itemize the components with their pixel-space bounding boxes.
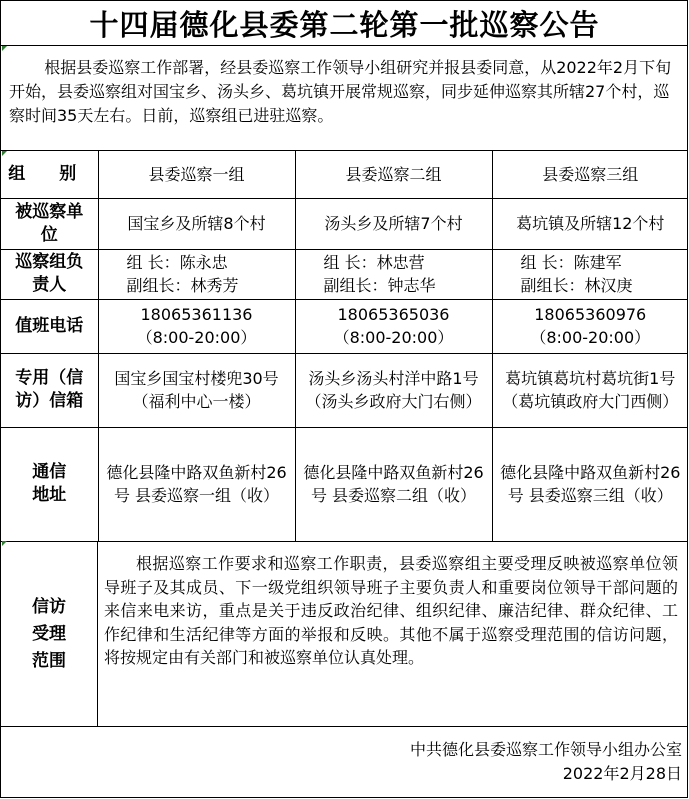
address-2: 德化县隆中路双鱼新村26号 县委巡察二组（收） [295,427,492,541]
row-label-group: 组 别 [1,151,98,198]
group-name-3: 县委巡察三组 [492,151,688,198]
unit-3: 葛坑镇及所辖12个村 [492,198,688,249]
group-name-2: 县委巡察二组 [295,151,492,198]
row-label-address: 通信地址 [1,427,98,541]
deputy-leader-2: 副组长：钟志华 [323,276,436,295]
phone-hours-2: （8:00-20:00） [333,328,454,347]
intro-paragraph: 根据县委巡察工作部署，经县委巡察工作领导小组研究并报县委同意，从2022年2月下旬开始，县委巡察组对国宝乡、汤头乡、葛坑镇开展常规巡察，同步延伸巡察其所辖27个村，巡察时间35天左右。日前，巡察组已进驻巡察。 [1,46,688,151]
row-label-leader: 巡察组负责人 [1,249,98,299]
table-row-unit [1,198,688,249]
table-row-address [1,427,688,541]
table-row-leader [1,249,688,299]
issuer-name: 中共德化县委巡察工作领导小组办公室 [409,740,682,759]
phone-hours-3: （8:00-20:00） [530,328,651,347]
mailbox-2: 汤头乡汤头村洋中路1号（汤头乡政府大门右侧） [295,353,492,427]
cell-corner-mark [2,541,7,546]
phone-cell-2 [295,299,492,353]
deputy-leader-1: 副组长：林秀芳 [126,276,239,295]
signature-block [1,728,688,799]
row-label-mailbox: 专用（信访）信箱 [1,353,98,427]
table-row-phone [1,299,688,353]
address-3: 德化县隆中路双鱼新村26号 县委巡察三组（收） [492,427,688,541]
address-1: 德化县隆中路双鱼新村26号 县委巡察一组（收） [98,427,295,541]
leader-2: 组 长：林忠营 [323,253,425,272]
leader-cell-3 [492,249,688,299]
petition-scope-text: 根据巡察工作要求和巡察工作职责，县委巡察组主要受理反映被巡察单位领导班子及其成员、下一级党组织领导班子主要负责人和重要岗位领导干部问题的来信来电来访，重点是关于违反政治纪律、组织纪律、廉洁纪律、群众纪律、工作纪律和生活纪律等方面的举报和反映。其他不属于巡察受理范围的信访问题，将按规定由有关部门和被巡察单位认真处理。 [104,554,678,667]
leader-cell-1 [98,249,295,299]
mailbox-3: 葛坑镇葛坑村葛坑街1号（葛坑镇政府大门西侧） [492,353,688,427]
table-row-group [1,151,688,198]
inspection-table [1,151,688,542]
group-name-1: 县委巡察一组 [98,151,295,198]
issue-date: 2022年2月28日 [562,764,682,783]
unit-1: 国宝乡及所辖8个村 [98,198,295,249]
phone-2: 18065365036 [337,305,450,324]
phone-1: 18065361136 [140,305,253,324]
row-label-unit: 被巡察单位 [1,198,98,249]
deputy-leader-3: 副组长：林汉庚 [520,276,633,295]
phone-cell-3 [492,299,688,353]
unit-2: 汤头乡及所辖7个村 [295,198,492,249]
leader-1: 组 长：陈永忠 [126,253,228,272]
petition-scope-label: 信访受理范围 [1,541,98,727]
phone-cell-1 [98,299,295,353]
phone-hours-1: （8:00-20:00） [136,328,257,347]
page-title: 十四届德化县委第二轮第一批巡察公告 [1,1,688,46]
leader-cell-2 [295,249,492,299]
table-row-mailbox [1,353,688,427]
phone-3: 18065360976 [534,305,647,324]
row-label-phone: 值班电话 [1,299,98,353]
leader-3: 组 长：陈建军 [520,253,622,272]
petition-scope-section [1,541,688,727]
mailbox-1: 国宝乡国宝村楼兜30号（福利中心一楼） [98,353,295,427]
